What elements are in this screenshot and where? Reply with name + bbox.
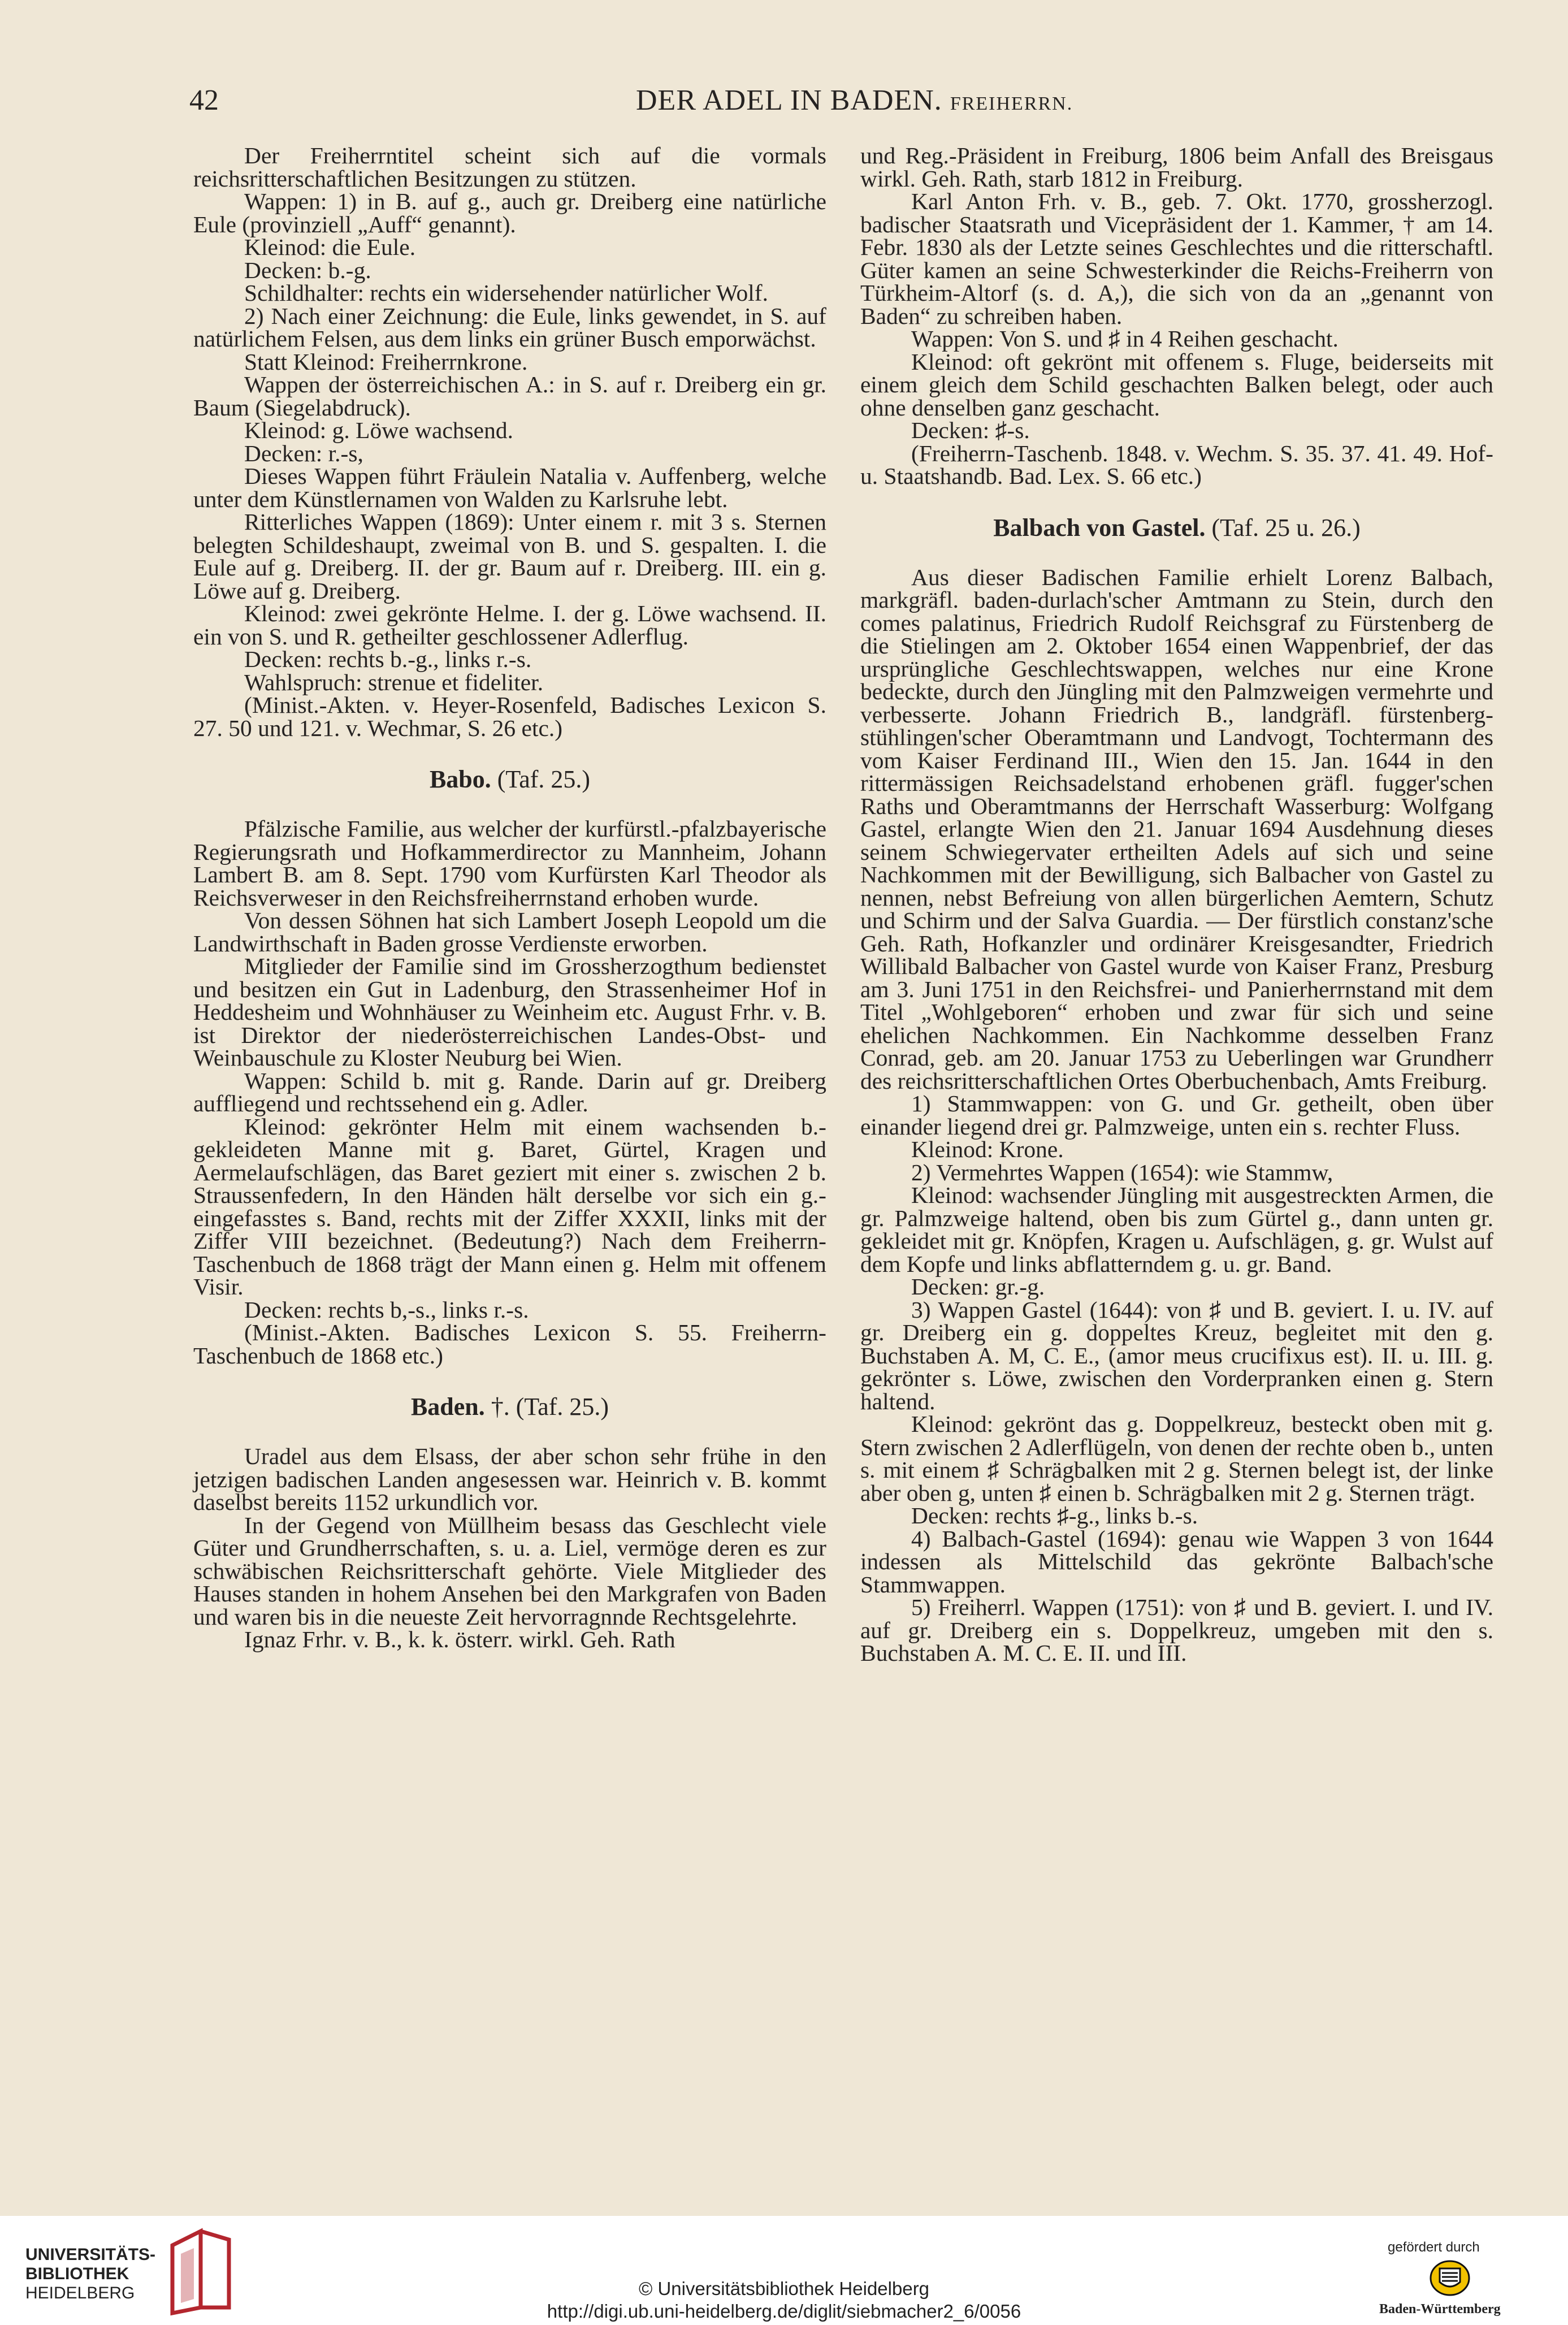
logo-line: HEIDELBERG (25, 2284, 135, 2302)
running-head-subtitle: FREIHERRN. (950, 93, 1073, 114)
paragraph: Uradel aus dem Elsass, der aber schon sehr frühe in den jetzigen badischen Landen angesessen war. Heinrich v. B. kommt daselbst bereits 1152 urkundlich vor. (193, 1443, 826, 1515)
entry-heading-baden (193, 1394, 826, 1420)
paragraph: Statt Kleinod: Freiherrnkrone. (244, 348, 528, 375)
paragraph: Kleinod: gekrönter Helm mit einem wachsenden b.-gekleideten Manne mit g. Baret, Gürtel, Kragen und Aermelaufschlägen, das Baret geziert mit einer s. zwischen 2 b. Straussenfedern, In den Händen hält derselbe vor sich ein g.-eingefasstes s. Band, rechts mit der Ziffer XXXII, links mit der Ziffer VIII bezeichnet. (Bedeutung?) Nach dem Freiherrn-Taschenbuch de 1868 trägt der Mann einen g. Helm mit offenem Visir. (193, 1113, 826, 1300)
plate-reference: (Taf. 25.) (497, 765, 591, 793)
paragraph: Decken: rechts ♯-g., links b.-s. (911, 1503, 1198, 1529)
state-name: Baden-Württemberg (1379, 2302, 1501, 2317)
paragraph: Kleinod: g. Löwe wachsend. (244, 417, 513, 443)
paragraph: Wappen: Schild b. mit g. Rande. Darin auf gr. Dreiberg auffliegend und rechtssehend ein g. Adler. (193, 1067, 826, 1116)
logo-line: BIBLIOTHEK (25, 2265, 129, 2283)
right-column (860, 144, 1493, 1665)
paragraph: Kleinod: Krone. (911, 1136, 1064, 1162)
paragraph: (Minist.-Akten. v. Heyer-Rosenfeld, Badisches Lexicon S. 27. 50 und 121. v. Wechmar, S. 26 etc.) (193, 692, 826, 741)
baden-wuerttemberg-crest-icon (1427, 2258, 1472, 2298)
paragraph: In der Gegend von Müllheim besass das Geschlecht viele Güter und Grundherrschaften, s. u. a. Liel, vermöge deren es zur schwäbischen Reichsritterschaft gehörte. Viele Mitglieder des Hauses standen in hohem Ansehen bei den Markgrafen von Baden und waren bis in die neueste Zeit hervorragnnde Rechtsgelehrte. (193, 1512, 826, 1630)
paragraph: Decken: rechts b,-s., links r.-s. (244, 1296, 529, 1323)
entry-name: Balbach von Gastel. (993, 513, 1206, 542)
page-number: 42 (189, 84, 219, 116)
left-column (193, 144, 826, 1651)
paragraph: 1) Stammwappen: von G. und Gr. getheilt, oben über einander liegend drei gr. Palmzweige, unten ein s. rechter Fluss. (860, 1090, 1493, 1140)
funded-by-label: gefördert durch (1388, 2240, 1480, 2255)
paragraph: Karl Anton Frh. v. B., geb. 7. Okt. 1770, grossherzogl. badischer Staatsrath und Vicepräsident der 1. Kammer, † am 14. Febr. 1830 als der Letzte seines Geschlechtes und die ritterschaftl. Güter kamen an seine Schwesterkinder die Reichs-Freiherrn von Türkheim-Altorf (s. d. A,), die sich von da an „genannt von Baden“ zu schreiben haben. (860, 188, 1493, 329)
paragraph: 4) Balbach-Gastel (1694): genau wie Wappen 3 von 1644 indessen als Mittelschild das gekrönte Balbach'sche Stammwappen. (860, 1525, 1493, 1597)
entry-heading-babo (193, 767, 826, 793)
permalink-url[interactable]: http://digi.ub.uni-heidelberg.de/diglit/siebmacher2_6/0056 (547, 2301, 1021, 2322)
plate-reference: (Taf. 25 u. 26.) (1211, 513, 1361, 542)
copyright-notice: © Universitätsbibliothek Heidelberg (638, 2278, 930, 2299)
paragraph: Mitglieder der Familie sind im Grossherzogthum bedienstet und besitzen ein Gut in Ladenburg, den Strassenheimer Hof in Heddesheim und Wohnhäuser zu Weinheim etc. August Frhr. v. B. ist Direktor der niederösterreichischen Landes-Obst- und Weinbauschule zu Kloster Neuburg bei Wien. (193, 953, 826, 1071)
paragraph: Decken: ♯-s. (911, 417, 1030, 443)
paragraph: (Minist.-Akten. Badisches Lexicon S. 55. Freiherrn-Taschenbuch de 1868 etc.) (193, 1319, 826, 1369)
paragraph: 5) Freiherrl. Wappen (1751): von ♯ und B. geviert. I. und IV. auf gr. Dreiberg ein s. Doppelkreuz, umgeben mit den s. Buchstaben A. M. C. E. II. und III. (860, 1594, 1493, 1666)
paragraph: Decken: b.-g. (244, 257, 371, 283)
entry-heading-balbach (860, 515, 1493, 541)
paragraph: Kleinod: zwei gekrönte Helme. I. der g. Löwe wachsend. II. ein von S. und R. getheilter geschlossener Adlerflug. (193, 600, 826, 650)
paragraph: Kleinod: wachsender Jüngling mit ausgestreckten Armen, die gr. Palmzweige haltend, oben bis zum Gürtel g., dann unten gr. gekleidet mit gr. Knöpfen, Kragen u. Aufschlägen, g. gr. Wulst auf dem Kopfe und links abflatterndem g. u. gr. Band. (860, 1182, 1493, 1277)
logo-line: UNIVERSITÄTS- (25, 2245, 156, 2264)
paragraph: und Reg.-Präsident in Freiburg, 1806 beim Anfall des Breisgaus wirkl. Geh. Rath, starb 1812 in Freiburg. (860, 142, 1493, 192)
extinct-mark: †. (491, 1393, 510, 1421)
paragraph: Ignaz Frhr. v. B., k. k. österr. wirkl. Geh. Rath (244, 1626, 675, 1652)
paragraph: Wappen: Von S. und ♯ in 4 Reihen geschacht. (911, 326, 1339, 352)
footer (0, 2216, 1568, 2325)
paragraph: Decken: r.-s, (244, 440, 363, 466)
paragraph: Wappen der österreichischen A.: in S. auf r. Dreiberg ein gr. Baum (Siegelabdruck). (193, 371, 826, 421)
entry-name: Babo. (429, 765, 491, 793)
paragraph: Decken: gr.-g. (911, 1274, 1045, 1300)
running-head (636, 84, 1073, 117)
paragraph: Der Freiherrntitel scheint sich auf die vormals reichsritterschaftlichen Besitzungen zu stützen. (193, 142, 826, 192)
page-header (189, 79, 1506, 124)
paragraph: 3) Wappen Gastel (1644): von ♯ und B. geviert. I. u. IV. auf gr. Dreiberg ein g. doppeltes Kreuz, begleitet mit den g. Buchstaben A. M, C. E., (amor meus crucifixus est). II. u. III. g. gekrönter s. Löwe, zwischen den Vorderpranken einen g. Stern haltend. (860, 1296, 1493, 1414)
paragraph: Dieses Wappen führt Fräulein Natalia v. Auffenberg, welche unter dem Künstlernamen von Walden zu Karlsruhe lebt. (193, 463, 826, 512)
paragraph: Kleinod: gekrönt das g. Doppelkreuz, besteckt oben mit g. Stern zwischen 2 Adlerflügeln, von denen der rechte oben b., unten s. mit einem ♯ Schrägbalken mit 2 g. Sternen belegt ist, der linke aber oben g, unten ♯ einen b. Schrägbalken mit 2 g. Sternen trägt. (860, 1411, 1493, 1506)
paragraph: Aus dieser Badischen Familie erhielt Lorenz Balbach, markgräfl. baden-durlach'scher Amtmann zu Stein, durch den comes palatinus, Friedrich Rudolf Reichsgraf zu Fürstenberg de die Stielingen am 2. Oktober 1654 einen Wappenbrief, der das ursprüngliche Geschlechtswappen, welches nur eine Krone bedeckte, durch den Jüngling mit den Palmzweigen vermehrte und verbesserte. Johann Friedrich B., landgräfl. fürstenberg-stühlingen'scher Oberamtmann und Landvogt, Tochtermann des vom Kaiser Ferdinand III., Wien den 15. Jan. 1644 in den rittermässigen Reichsadelstand erhobenen gräfl. fugger'schen Raths und Oberamtmanns der Herrschaft Wasserburg: Wolfgang Gastel, erlangte Wien den 21. Januar 1694 Ausdehnung dieses seinem Schwiegervater ertheilten Adels auf sich und seine Nachkommen mit der Bewilligung, sich Balbacher von Gastel zu nennen, nebst Befreiung von allen bürgerlichen Aemtern, Schutz und Schirm und der Salva Guardia. — Der fürstlich constanz'sche Geh. Rath, Hofkanzler und ordinärer Kreisgesandter, Friedrich Willibald Balbacher von Gastel wurde von Kaiser Franz, Presburg am 3. Juni 1751 in den Reichsfrei- und Panierherrnstand mit dem Titel „Wohlgeboren“ erhoben und zwar für sich und seine ehelichen Nachkommen. Ein Nachkomme desselben Franz Conrad, geb. am 20. Januar 1753 zu Ueberlingen war Grundherr des reichsritterschaftlichen Ortes Oberbuchenbach, Amts Freiburg. (860, 564, 1493, 1094)
paragraph: Wahlspruch: strenue et fideliter. (244, 669, 544, 695)
paragraph: Ritterliches Wappen (1869): Unter einem r. mit 3 s. Sternen belegten Schildeshaupt, zweimal von B. und S. gespalten. I. die Eule auf g. Dreiberg. II. der gr. Baum auf r. Dreiberg. III. ein g. Löwe auf g. Dreiberg. (193, 509, 826, 604)
paragraph: Von dessen Söhnen hat sich Lambert Joseph Leopold um die Landwirthschaft in Baden grosse Verdienste erworben. (193, 907, 826, 956)
paragraph: Pfälzische Familie, aus welcher der kurfürstl.-pfalzbayerische Regierungsrath und Hofkammerdirector zu Mannheim, Johann Lambert B. am 8. Sept. 1790 vom Kurfürsten Karl Theodor als Reichsverweser in den Reichsfreiherrnstand erhoben wurde. (193, 816, 826, 911)
paragraph: Wappen: 1) in B. auf g., auch gr. Dreiberg eine natürliche Eule (provinziell „Auff“ genannt). (193, 188, 826, 237)
plate-reference: (Taf. 25.) (516, 1393, 609, 1421)
paragraph: Kleinod: die Eule. (244, 234, 416, 260)
paragraph: Kleinod: oft gekrönt mit offenem s. Fluge, beiderseits mit einem gleich dem Schild geschachten Balken belegt, oder auch ohne denselben ganz geschacht. (860, 348, 1493, 421)
running-head-title: DER ADEL IN BADEN. (636, 84, 942, 116)
paragraph: 2) Vermehrtes Wappen (1654): wie Stammw, (911, 1159, 1333, 1185)
paragraph: (Freiherrn-Taschenb. 1848. v. Wechm. S. 35. 37. 41. 49. Hof- u. Staatshandb. Bad. Lex. S. 66 etc.) (860, 440, 1493, 489)
entry-name: Baden. (410, 1393, 485, 1421)
paragraph: Decken: rechts b.-g., links r.-s. (244, 646, 532, 672)
paragraph: 2) Nach einer Zeichnung: die Eule, links gewendet, in S. auf natürlichem Felsen, aus dem links ein grüner Busch emporwächst. (193, 302, 826, 352)
paragraph: Schildhalter: rechts ein widersehender natürlicher Wolf. (244, 280, 769, 306)
